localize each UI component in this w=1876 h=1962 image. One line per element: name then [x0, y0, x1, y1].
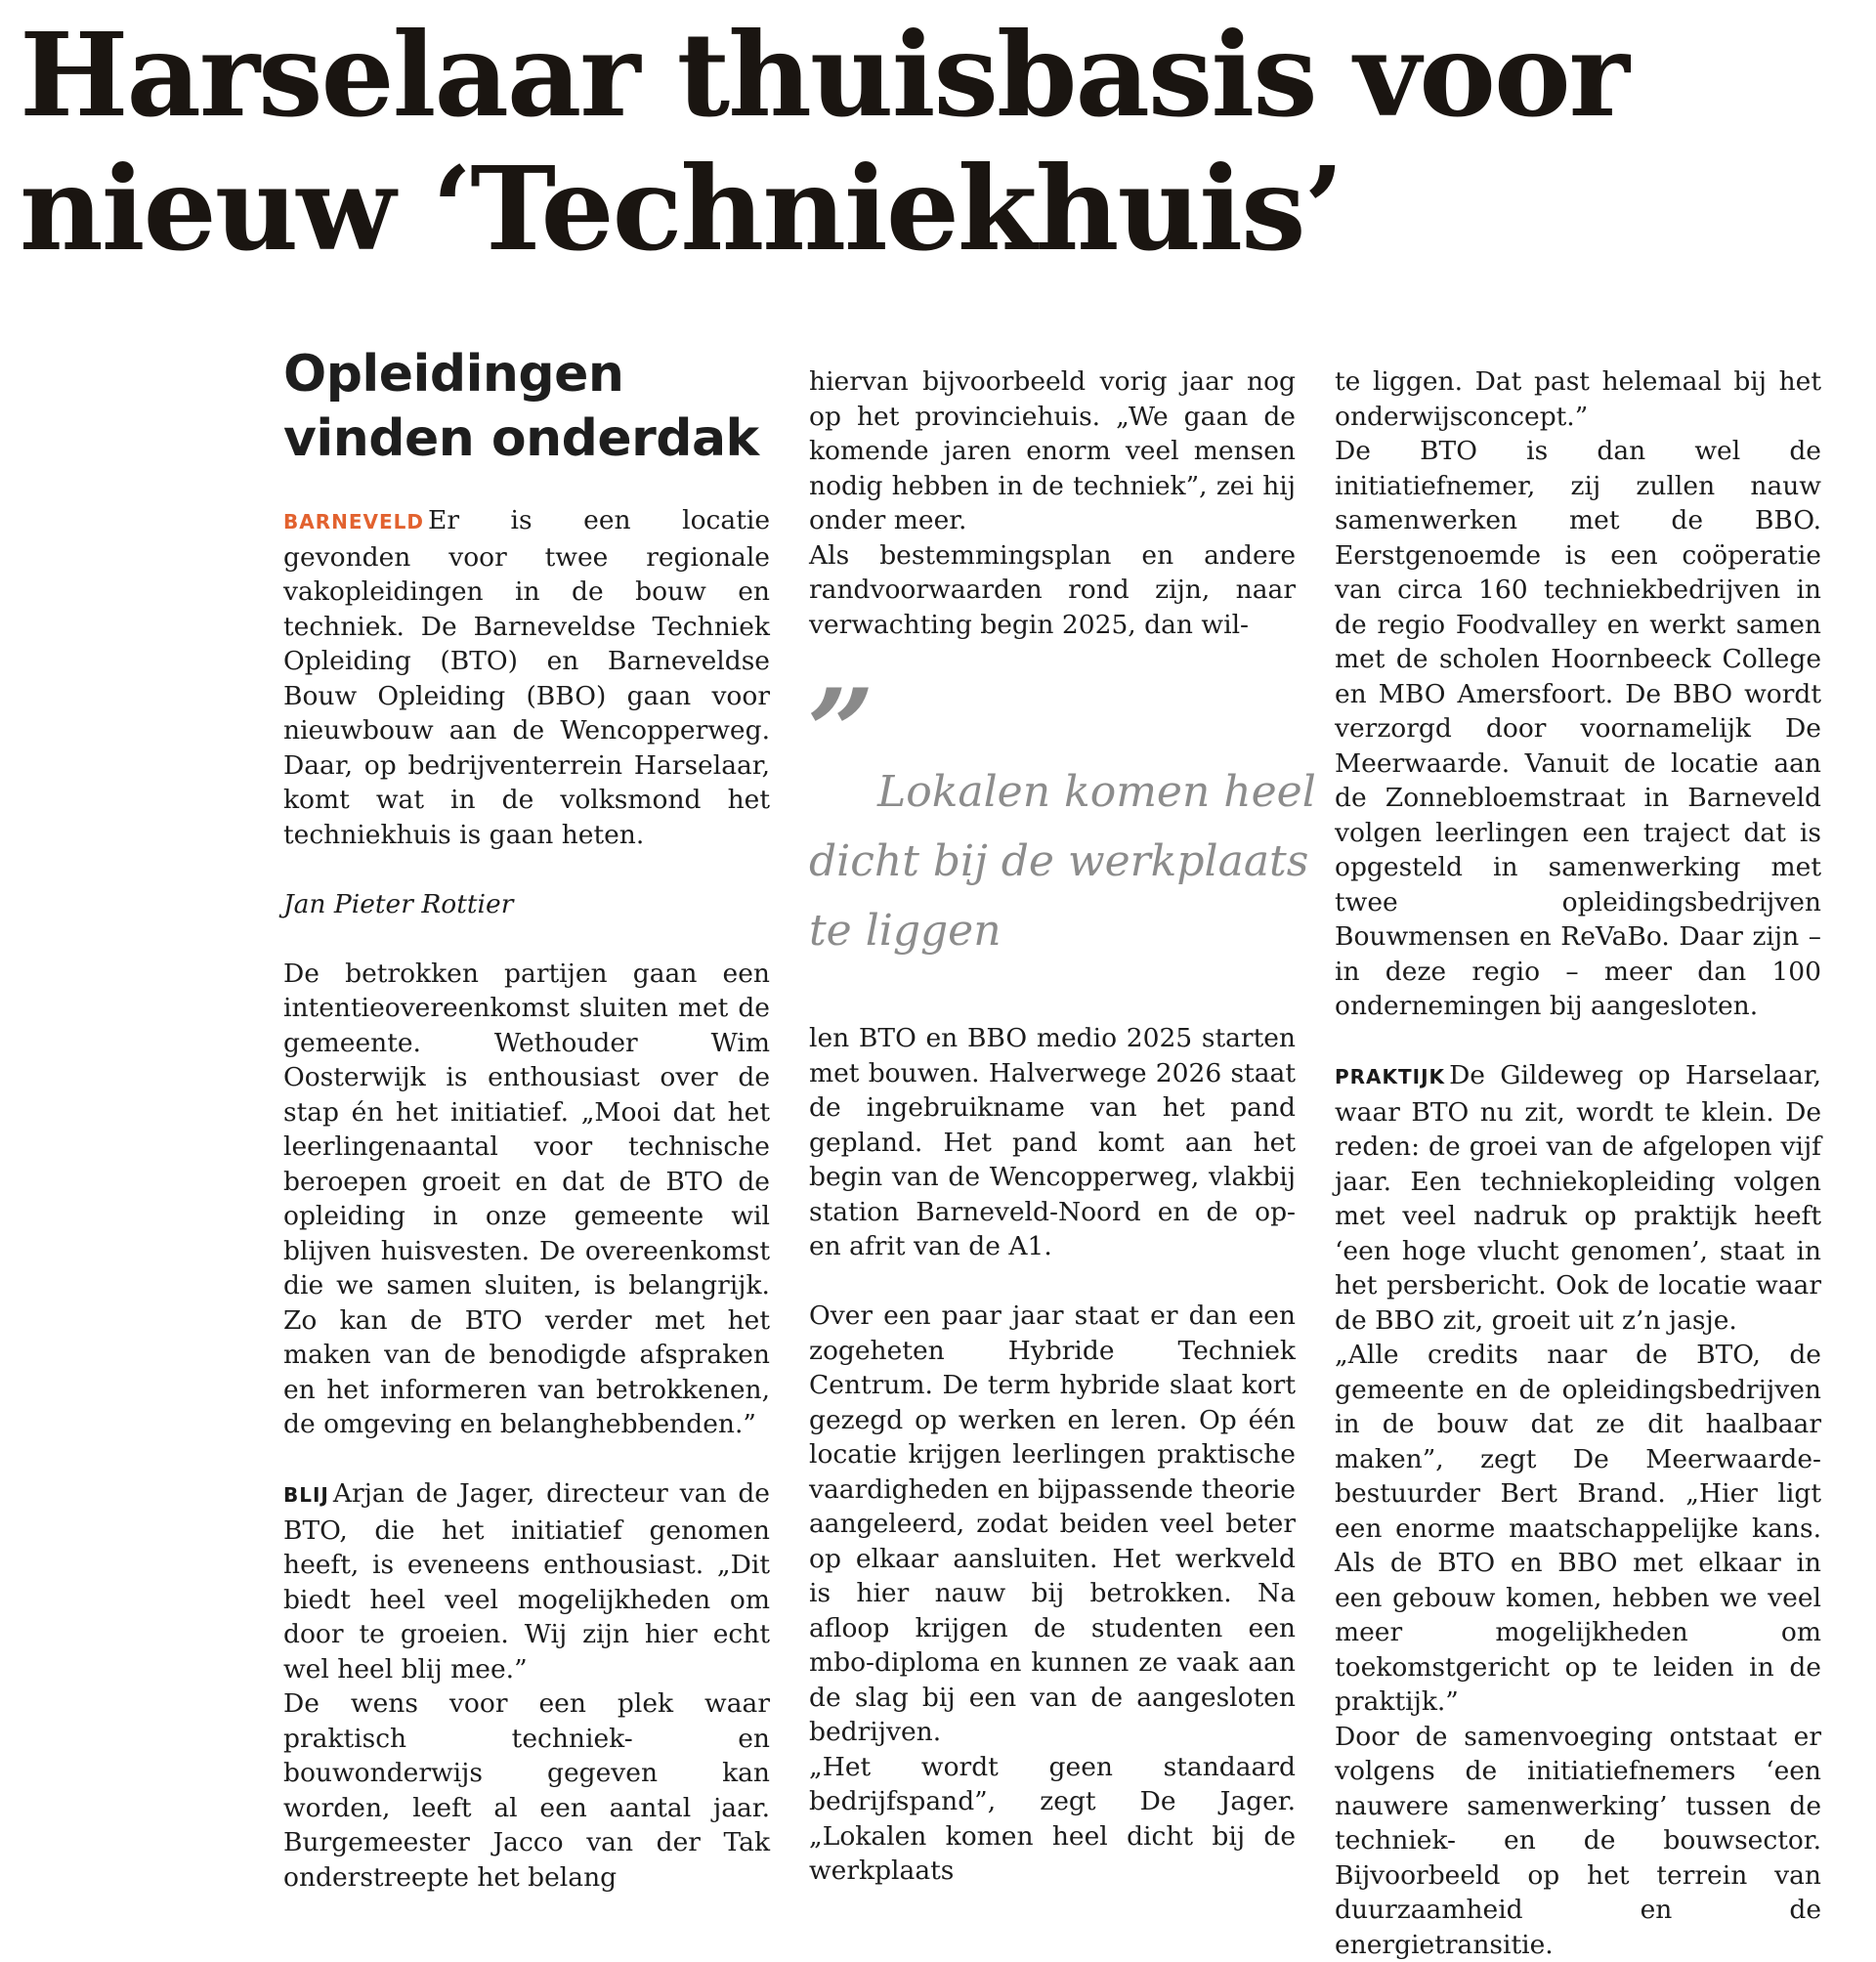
article-column-3	[1335, 364, 1821, 1962]
body-paragraph	[1335, 1058, 1821, 1338]
article-column-2-top	[809, 364, 1296, 642]
headline-line-1: Harselaar thuisbasis voor	[20, 8, 1856, 142]
body-paragraph: „Het wordt geen standaard bedrijfspand”, zegt De Jager. „Lokalen komen heel dicht bij de werkplaats	[809, 1750, 1296, 1889]
dateline-kicker: BARNEVELD	[283, 510, 424, 533]
body-paragraph: Over een paar jaar staat er dan een zogeheten Hybride Techniek Centrum. De term hybride slaat kort gezegd op werken en leren. Op één locatie krijgen leerlingen praktische vaardigheden en bijpassende theorie aangeleerd, zodat beiden veel beter op elkaar aansluiten. Het werkveld is hier nauw bij betrokken. Na afloop krijgen de studenten een mbo-diploma en kunnen ze vaak aan de slag bij een van de aangesloten bedrijven.	[809, 1299, 1296, 1750]
body-text: De Gildeweg op Harselaar, waar BTO nu zit, wordt te klein. De reden: de groei van de afgelopen vijf jaar. Een techniekopleiding volgen met veel nadruk op praktijk heeft ‘een hoge vlucht genomen’, staat in het persbericht. Ook de locatie waar de BBO zit, groeit uit z’n jasje.	[1335, 1060, 1821, 1336]
subhead-line-1: Opleidingen	[283, 342, 770, 406]
body-paragraph: len BTO en BBO medio 2025 starten met bouwen. Halverwege 2026 staat de ingebruikname van het pand gepland. Het pand komt aan het begin van de Wencopperweg, vlakbij station Barneveld-Noord en de op- en afrit van de A1.	[809, 1021, 1296, 1264]
pull-quote	[809, 757, 1296, 965]
body-paragraph: te liggen. Dat past helemaal bij het onderwijsconcept.”	[1335, 364, 1821, 434]
body-paragraph: De wens voor een plek waar praktisch techniek- en bouwonderwijs gegeven kan worden, leeft al een aantal jaar. Burgemeester Jacco van der Tak onderstreepte het belang	[283, 1686, 770, 1895]
section-kicker-blij: BLIJ	[283, 1483, 329, 1507]
pull-quote-line: te liggen	[809, 896, 1296, 965]
quote-mark-icon: ”	[807, 674, 874, 762]
body-paragraph: Als bestemmingsplan en andere randvoorwaarden rond zijn, naar verwachting begin 2025, dan wil-	[809, 538, 1296, 643]
intro-paragraph	[283, 503, 770, 852]
author-byline: Jan Pieter Rottier	[283, 887, 770, 922]
section-kicker-praktijk: PRAKTIJK	[1335, 1065, 1445, 1088]
body-paragraph: hiervan bijvoorbeeld vorig jaar nog op het provinciehuis. „We gaan de komende jaren enorm veel mensen nodig hebben in de techniek”, zei hij onder meer.	[809, 364, 1296, 538]
article-subheadline	[283, 342, 770, 471]
body-paragraph: Door de samenvoeging ontstaat er volgens de initiatiefnemers ‘een nauwere samenwerking’ tussen de techniek- en de bouwsector. Bijvoorbeeld op het terrein van duurzaamheid en de energietransitie.	[1335, 1720, 1821, 1962]
body-paragraph: „Alle credits naar de BTO, de gemeente en de opleidingsbedrijven in de bouw dat ze dit haalbaar maken”, zegt De Meerwaarde-bestuurder Bert Brand. „Hier ligt een enorme maatschappelijke kans. Als de BTO en BBO met elkaar in een gebouw komen, hebben we veel meer mogelijkheden om toekomstgericht op te leiden in de praktijk.”	[1335, 1338, 1821, 1720]
article-column-2-bottom	[809, 1021, 1296, 1889]
intro-text: Er is een locatie gevonden voor twee regionale vakopleidingen in de bouw en techniek. De Barneveldse Techniek Opleiding (BTO) en Barneveldse Bouw Opleiding (BBO) gaan voor nieuwbouw aan de Wencopperweg. Daar, op bedrijventerrein Harselaar, komt wat in de volksmond het techniekhuis is gaan heten.	[283, 505, 770, 850]
body-paragraph: De BTO is dan wel de initiatiefnemer, zij zullen nauw samenwerken met de BBO. Eerstgenoemde is een coöperatie van circa 160 techniekbedrijven in de regio Foodvalley en werkt samen met de scholen Hoornbeeck College en MBO Amersfoort. De BBO wordt verzorgd door voornamelijk De Meerwaarde. Vanuit de locatie aan de Zonnebloemstraat in Barneveld volgen leerlingen een traject dat is opgesteld in samenwerking met twee opleidingsbedrijven Bouwmensen en ReVaBo. Daar zijn – in deze regio – meer dan 100 ondernemingen bij aangesloten.	[1335, 434, 1821, 1024]
article-column-1	[283, 503, 770, 1895]
body-text: Arjan de Jager, directeur van de BTO, die het initiatief genomen heeft, is eveneens enthousiast. „Dit biedt heel veel mogelijkheden om door te groeien. Wij zijn hier echt wel heel blij mee.”	[283, 1478, 770, 1685]
headline-line-2: nieuw ‘Techniekhuis’	[20, 142, 1856, 276]
pull-quote-line: dicht bij de werkplaats	[809, 827, 1296, 896]
subhead-line-2: vinden onderdak	[283, 406, 770, 471]
body-paragraph: De betrokken partijen gaan een intentieovereenkomst sluiten met de gemeente. Wethouder Wim Oosterwijk is enthousiast over de stap én het initiatief. „Mooi dat het leerlingenaantal voor technische beroepen groeit en dat de BTO de opleiding in onze gemeente wil blijven huisvesten. De overeenkomst die we samen sluiten, is belangrijk. Zo kan de BTO verder met het maken van de benodigde afspraken en het informeren van betrokkenen, de omgeving en belanghebbenden.”	[283, 957, 770, 1442]
pull-quote-line: Lokalen komen heel	[809, 757, 1296, 827]
body-paragraph	[283, 1476, 770, 1686]
article-headline	[20, 8, 1856, 276]
